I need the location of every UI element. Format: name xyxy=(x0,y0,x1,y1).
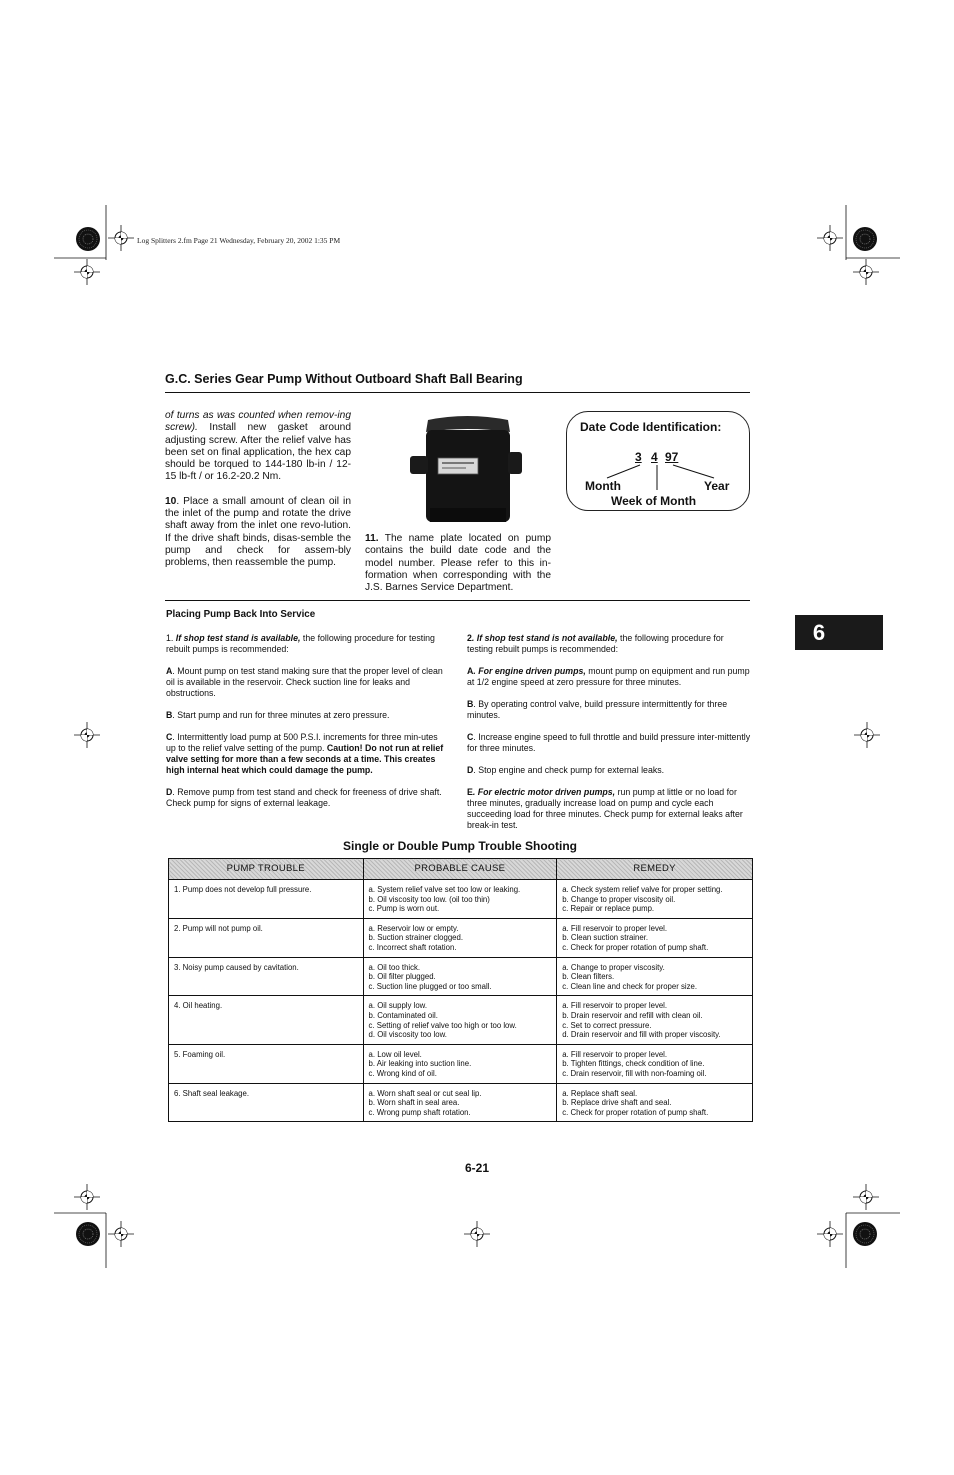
remedy-item: a. Fill reservoir to proper level. xyxy=(562,1049,668,1059)
pump-photo xyxy=(408,412,526,530)
step-2d-label: D xyxy=(467,765,474,775)
procedure-1-intro: the following procedure for testing rebuilt pumps is recommended: xyxy=(166,633,435,654)
cause-cell xyxy=(363,957,557,996)
cause-item: a. Low oil level. xyxy=(368,1049,422,1059)
section-title: G.C. Series Gear Pump Without Outboard Shaft Ball Bearing xyxy=(165,372,523,386)
step-1d-text: . Remove pump from test stand and check for freeness of drive shaft. Check pump for signs of external leakage. xyxy=(166,787,442,808)
step-2b-label: B xyxy=(467,699,474,709)
step-1a-label: A xyxy=(166,666,173,676)
remedy-item: a. Check system relief valve for proper setting. xyxy=(562,885,723,894)
step-10-text: . Place a small amount of clean oil in the inlet of the pump and rotate the drive shaft away from the inlet one revo-lution. If the drive shaft binds, disas-semble the pump and check for assem-bly problems, then reassemble the pump. xyxy=(165,495,351,569)
remedy-item: a. Fill reservoir to proper level. xyxy=(562,1001,668,1011)
step-11-number: 11. xyxy=(365,533,379,544)
remedy-item: c. Repair or replace pump. xyxy=(562,904,655,914)
cause-item: c. Setting of relief valve too high or too low. xyxy=(368,1020,517,1030)
procedure-2-condition: . If shop test stand is not available, xyxy=(471,633,618,643)
cause-item: d. Oil viscosity too low. xyxy=(368,1030,447,1040)
step-1b-label: B xyxy=(166,710,173,720)
remedy-cell xyxy=(557,1083,753,1122)
page-number: 6-21 xyxy=(464,1161,490,1175)
date-code-year-digits: 97 xyxy=(665,450,679,464)
cause-item: a. Oil supply low. xyxy=(368,1001,428,1011)
remedy-item: d. Drain reservoir and fill with proper viscosity. xyxy=(562,1030,721,1040)
trouble-cell xyxy=(169,918,364,957)
step-10-number: 10 xyxy=(165,495,177,507)
cause-item: a. Reservoir low or empty. xyxy=(368,923,459,933)
cause-cell xyxy=(363,918,557,957)
step-2b-text: . By operating control valve, build pressure intermittently for three minutes. xyxy=(467,699,728,720)
procedure-2-number: 2 xyxy=(467,633,472,643)
service-left-column xyxy=(166,633,449,820)
step-2a-text: mount pump on equipment and run pump at 1/2 engine speed at zero pressure for three minutes. xyxy=(467,666,750,687)
date-code-week-digit: 4 xyxy=(651,450,658,464)
step-2c-label: C xyxy=(467,732,474,742)
trouble-cell xyxy=(169,957,364,996)
remedy-cell xyxy=(557,1044,753,1083)
title-rule xyxy=(165,392,750,393)
service-rule xyxy=(165,600,750,601)
step-1c-text: . Intermittently load pump at 500 P.S.I. increments for three min-utes up to the relief valve setting of the pump. xyxy=(166,732,438,753)
procedure-1-number: 1. xyxy=(166,633,174,643)
step-1a-text: . Mount pump on test stand making sure that the proper level of clean oil is available in the reservoir. Check suction line for leaks and obstructions. xyxy=(166,666,443,698)
date-code-week-label: Week of Month xyxy=(611,494,697,508)
remedy-item: c. Check for proper rotation of pump shaft. xyxy=(562,1107,709,1117)
step-1c-caution: Caution! Do not run at relief valve setting for more than a few seconds at a time. This creates high internal heat which could damage the pump. xyxy=(166,743,444,775)
table-row xyxy=(169,1044,753,1083)
trouble-cell xyxy=(169,1044,364,1083)
step-1d-label: D xyxy=(166,787,173,797)
cause-item: b. Air leaking into suction line. xyxy=(368,1059,472,1069)
remedy-cell xyxy=(557,918,753,957)
procedure-1-condition: If shop test stand is available, xyxy=(175,633,301,643)
cause-cell xyxy=(363,1044,557,1083)
cause-cell xyxy=(363,1083,557,1122)
service-title: Placing Pump Back Into Service xyxy=(166,609,316,620)
cause-item: a. Oil too thick. xyxy=(368,962,421,972)
table-row xyxy=(169,1083,753,1122)
cause-cell xyxy=(363,880,557,919)
step-2c-text: . Increase engine speed to full throttle and build pressure inter-mittently for three minutes. xyxy=(467,732,751,753)
table-row xyxy=(169,957,753,996)
cause-item: b. Worn shaft in seal area. xyxy=(368,1098,460,1108)
header-probable-cause: PROBABLE CAUSE xyxy=(363,859,557,880)
trouble-text: 6. Shaft seal leakage. xyxy=(174,1088,249,1098)
step-1c-label: C xyxy=(166,732,173,742)
step-2a-condition: . For engine driven pumps, xyxy=(473,666,586,676)
remedy-item: a. Change to proper viscosity. xyxy=(562,962,665,972)
trouble-text: 4. Oil heating. xyxy=(174,1001,223,1011)
step-9-continued-italic: of turns as was counted when remov-ing screw). xyxy=(165,410,351,434)
step-11-text: The name plate located on pump contains the build date code and the model number. Please refer to this in-formation when corresponding with the J.S. Barnes Service Department. xyxy=(365,533,551,594)
table-row xyxy=(169,996,753,1044)
remedy-item: c. Clean line and check for proper size. xyxy=(562,981,698,991)
remedy-cell xyxy=(557,880,753,919)
cause-item: b. Oil filter plugged. xyxy=(368,972,436,982)
name-plate xyxy=(438,458,478,474)
remedy-item: a. Fill reservoir to proper level. xyxy=(562,923,668,933)
service-right-column xyxy=(467,633,752,842)
remedy-item: c. Check for proper rotation of pump shaft. xyxy=(562,942,709,952)
trouble-cell xyxy=(169,996,364,1044)
date-code-month-digit: 3 xyxy=(635,450,642,464)
cause-item: a. Worn shaft seal or cut seal lip. xyxy=(368,1088,482,1098)
trouble-text: 2. Pump will not pump oil. xyxy=(174,923,263,933)
remedy-item: b. Change to proper viscosity oil. xyxy=(562,894,676,904)
step-2d-text: . Stop engine and check pump for external leaks. xyxy=(473,765,665,775)
header-remedy: REMEDY xyxy=(557,859,753,880)
cause-item: c. Wrong kind of oil. xyxy=(368,1068,437,1078)
cause-item: b. Oil viscosity too low. (oil too thin) xyxy=(368,894,490,904)
troubleshooting-table xyxy=(168,858,753,1122)
cause-item: c. Pump is worn out. xyxy=(368,904,440,914)
file-header-note: Log Splitters 2.fm Page 21 Wednesday, February 20, 2002 1:35 PM xyxy=(137,236,341,245)
troubleshooting-title: Single or Double Pump Trouble Shooting xyxy=(343,839,577,853)
table-header-row xyxy=(169,859,753,880)
step-1b-text: . Start pump and run for three minutes at zero pressure. xyxy=(172,710,390,720)
table-body xyxy=(169,880,753,1122)
left-column-text xyxy=(165,410,351,582)
remedy-item: b. Clean filters. xyxy=(562,972,615,982)
cause-item: a. System relief valve set too low or leaking. xyxy=(368,885,521,894)
cause-cell xyxy=(363,996,557,1044)
remedy-item: c. Set to correct pressure. xyxy=(562,1020,652,1030)
table-row xyxy=(169,880,753,919)
trouble-text: 1. Pump does not develop full pressure. xyxy=(174,885,312,894)
remedy-item: b. Tighten fittings, check condition of line. xyxy=(562,1059,705,1069)
step-9-continued-text: Install new gasket around adjusting screw. After the relief valve has been set on final application, the hex cap should be torqued to 144-180 lb-in / 12-15 lb-ft / or 16.2-20.2 Nm. xyxy=(165,422,351,483)
date-code-title: Date Code Identification: xyxy=(580,420,722,434)
step-11-caption xyxy=(365,533,551,594)
step-2a-label: A xyxy=(467,666,474,676)
date-code-month-label: Month xyxy=(585,479,621,493)
remedy-item: b. Replace drive shaft and seal. xyxy=(562,1098,672,1108)
cause-item: b. Suction strainer clogged. xyxy=(368,933,464,943)
cause-item: c. Incorrect shaft rotation. xyxy=(368,942,457,952)
trouble-text: 3. Noisy pump caused by cavitation. xyxy=(174,962,299,972)
table-row xyxy=(169,918,753,957)
cause-item: c. Wrong pump shaft rotation. xyxy=(368,1107,471,1117)
trouble-cell xyxy=(169,880,364,919)
chapter-tab xyxy=(795,615,883,650)
date-code-box xyxy=(566,411,750,511)
remedy-cell xyxy=(557,996,753,1044)
header-pump-trouble: PUMP TROUBLE xyxy=(169,859,364,880)
chapter-tab-label: 6 xyxy=(812,620,826,645)
date-code-year-label: Year xyxy=(704,479,730,493)
cause-item: c. Suction line plugged or too small. xyxy=(368,981,492,991)
trouble-text: 5. Foaming oil. xyxy=(174,1049,226,1059)
remedy-item: b. Drain reservoir and refill with clean oil. xyxy=(562,1010,703,1020)
remedy-item: b. Clean suction strainer. xyxy=(562,933,649,943)
remedy-item: c. Drain reservoir, fill with non-foaming oil. xyxy=(562,1068,707,1078)
remedy-item: a. Replace shaft seal. xyxy=(562,1088,638,1098)
trouble-cell xyxy=(169,1083,364,1122)
remedy-cell xyxy=(557,957,753,996)
cause-item: b. Contaminated oil. xyxy=(368,1010,438,1020)
step-2e-condition: . For electric motor driven pumps, xyxy=(472,787,616,797)
step-2e-text: run pump at little or no load for three minutes, gradually increase load on pump and cycle each succeeding load for three minutes. Check pump for external leaks after break-in test. xyxy=(467,787,743,830)
step-2e-label: E xyxy=(467,787,473,797)
procedure-2-intro: the following procedure for testing rebuilt pumps is recommended: xyxy=(467,633,724,654)
